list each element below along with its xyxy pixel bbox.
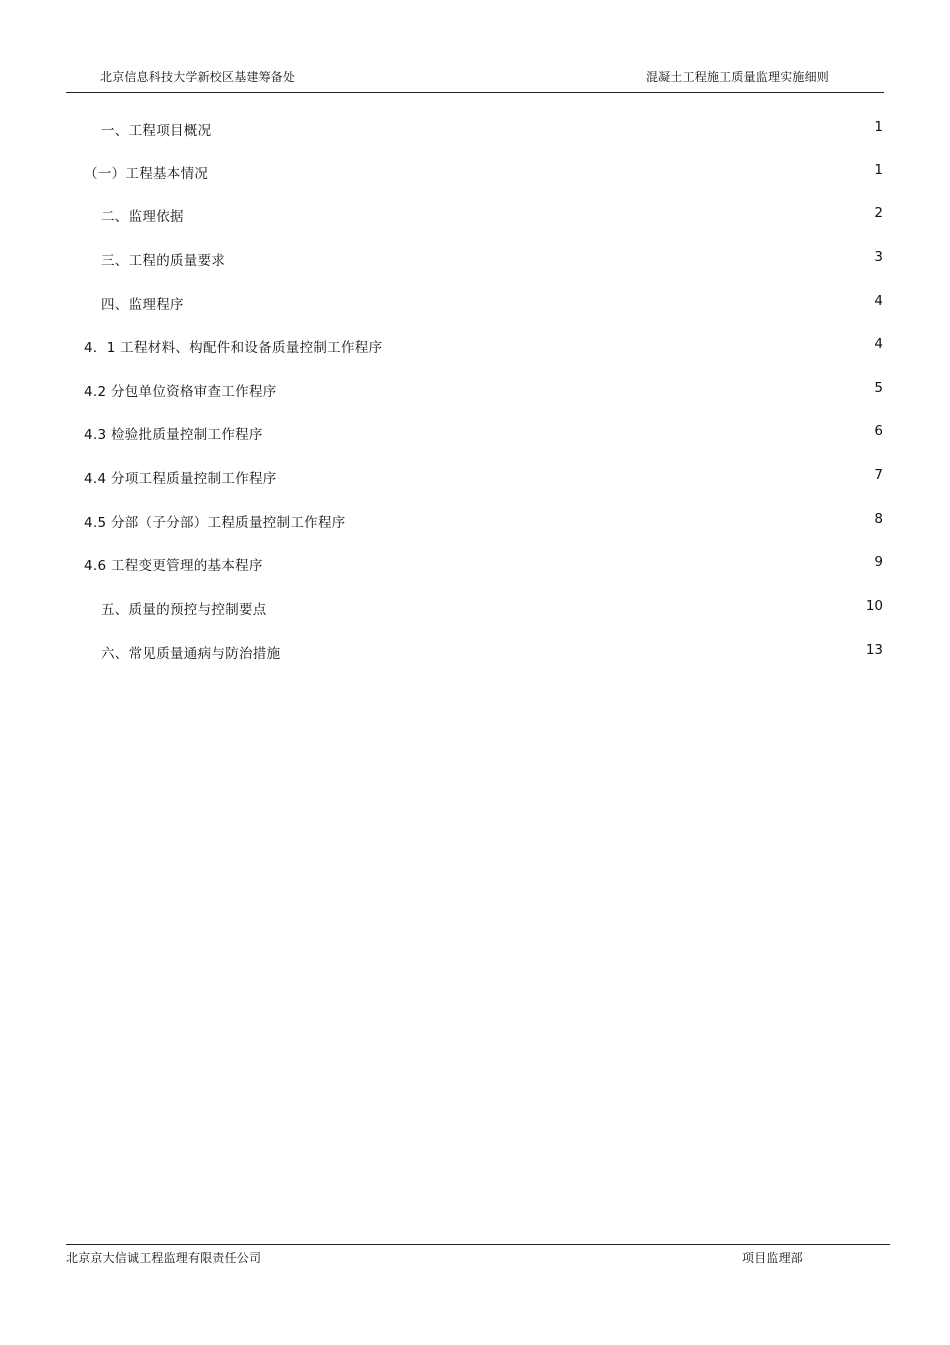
toc-entry[interactable] xyxy=(0,249,950,271)
toc-entry-label: 六、常见质量通病与防治措施 xyxy=(101,646,281,662)
toc-entry[interactable] xyxy=(0,162,950,184)
toc-entry-label: 4.5 分部（子分部）工程质量控制工作程序 xyxy=(84,515,346,531)
toc-entry-page: 8 xyxy=(874,511,883,527)
toc-entry-label: 二、监理依据 xyxy=(101,209,184,225)
toc-entry-page: 4 xyxy=(874,293,883,309)
toc-entry[interactable] xyxy=(0,598,950,620)
toc-entry-page: 3 xyxy=(874,249,883,265)
toc-entry-page: 6 xyxy=(874,423,883,439)
page-header xyxy=(66,64,884,93)
toc-entry[interactable] xyxy=(0,293,950,315)
header-document-title: 混凝土工程施工质量监理实施细则 xyxy=(645,70,829,84)
toc-entry-label: 一、工程项目概况 xyxy=(101,123,212,139)
toc-entry[interactable] xyxy=(0,423,950,445)
toc-entry[interactable] xyxy=(0,336,950,358)
page-footer xyxy=(66,1244,890,1269)
toc-entry-page: 13 xyxy=(865,642,883,658)
toc-entry-page: 5 xyxy=(874,380,883,396)
toc-entry-page: 2 xyxy=(874,205,883,221)
toc-entry[interactable] xyxy=(0,119,950,141)
toc-entry[interactable] xyxy=(0,467,950,489)
toc-entry[interactable] xyxy=(0,554,950,576)
toc-entry-label: 四、监理程序 xyxy=(101,297,184,313)
toc-entry-page: 1 xyxy=(874,119,883,135)
toc-entry-label: （一）工程基本情况 xyxy=(84,166,209,182)
toc-entry-label: 五、质量的预控与控制要点 xyxy=(101,602,267,618)
toc-entry-page: 9 xyxy=(874,554,883,570)
toc-entry-label: 三、工程的质量要求 xyxy=(101,253,226,269)
toc-entry[interactable] xyxy=(0,205,950,227)
toc-entry-page: 1 xyxy=(874,162,883,178)
toc-entry[interactable] xyxy=(0,380,950,402)
toc-entry-page: 7 xyxy=(874,467,883,483)
toc-entry-label: 4.4 分项工程质量控制工作程序 xyxy=(84,471,277,487)
toc-entry[interactable] xyxy=(0,511,950,533)
toc-entry-page: 10 xyxy=(865,598,883,614)
header-organization: 北京信息科技大学新校区基建筹备处 xyxy=(100,70,296,84)
toc-entry-label: 4.6 工程变更管理的基本程序 xyxy=(84,558,263,574)
footer-department: 项目监理部 xyxy=(742,1251,804,1265)
footer-company: 北京京大信诚工程监理有限责任公司 xyxy=(66,1251,262,1265)
toc-entry-label: 4．1 工程材料、构配件和设备质量控制工作程序 xyxy=(84,340,383,356)
toc-entry-label: 4.3 检验批质量控制工作程序 xyxy=(84,427,263,443)
toc-entry-label: 4.2 分包单位资格审查工作程序 xyxy=(84,384,277,400)
toc-entry-page: 4 xyxy=(874,336,883,352)
toc-entry[interactable] xyxy=(0,642,950,664)
